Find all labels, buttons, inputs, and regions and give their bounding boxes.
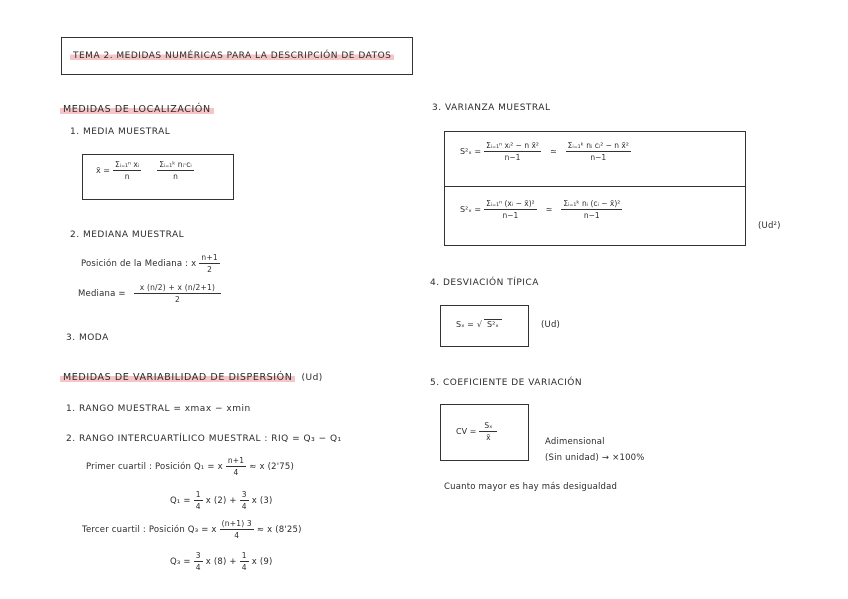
q3-pos-label: Tercer cuartil : Posición Q₃ = x [82,524,217,535]
q1-lhs: Q₁ = [170,495,191,506]
q1-frac2-den: 4 [241,502,247,511]
dispersion-heading-text: MEDIDAS DE VARIABILIDAD DE DISPERSIÓN [60,372,295,383]
cv-num: Sₓ [479,421,497,432]
mediana-label: Mediana = [78,288,126,299]
media-frac-b [157,160,194,181]
mediana-title: 2. MEDIANA MUESTRAL [70,230,185,240]
q3-pos-frac [220,519,254,540]
media-num-a: Σᵢ₌₁ⁿ xᵢ [114,160,140,169]
cv-lhs: CV = [456,427,477,436]
var1-lhs: S²ₓ = [460,147,482,156]
mediana-pos-den: 2 [207,265,213,274]
q3-formula [170,551,272,572]
q1-frac2 [240,490,249,511]
mediana-num: x (n/2) + x (n/2+1) [134,283,221,294]
media-den-a: n [124,172,130,181]
dispersion-heading [60,372,323,383]
var1-approx: ≃ [549,147,557,156]
varianza-unit: (Ud²) [758,221,781,231]
media-frac-a [113,160,141,181]
mediana-frac [134,283,221,304]
cv-formula [456,421,500,442]
localizacion-heading [60,97,214,116]
q1-position [86,456,294,477]
title-box [61,37,413,75]
var1-den-a: n−1 [504,153,521,162]
rango-title: 1. RANGO MUESTRAL = xmax − xmin [66,404,251,414]
var1-den-b: n−1 [590,153,607,162]
desv-lhs: Sₓ = [456,319,474,329]
var2-den-b: n−1 [583,211,600,220]
localizacion-heading-text: MEDIDAS DE LOCALIZACIÓN [60,104,214,115]
var1-num-b: Σᵢ₌₁ᵏ nᵢ cᵢ² − n x̄² [567,141,629,150]
q3-pos-den: 4 [234,531,240,540]
mediana-pos-frac [199,253,219,274]
media-title: 1. MEDIA MUESTRAL [70,127,171,137]
var2-num-b: Σᵢ₌₁ᵏ nᵢ (cᵢ − x̄)² [563,199,621,208]
varianza-title: 3. VARIANZA MUESTRAL [432,103,551,113]
riq-title: 2. RANGO INTERCUARTÍLICO MUESTRAL : RIQ = Q₃ − Q₁ [66,434,342,444]
q1-frac2-num: 3 [241,490,247,499]
q3-frac2-den: 4 [241,563,247,572]
media-formula [96,160,197,181]
var2-approx: ≃ [545,205,553,214]
mediana-formula [78,283,224,304]
media-num-b: Σᵢ₌₁ᵏ nᵢ·cᵢ [159,160,192,169]
q1-frac1 [194,490,203,511]
q3-lhs: Q₃ = [170,556,191,567]
var2-num-a: Σᵢ₌₁ⁿ (xᵢ − x̄)² [486,199,535,208]
q3-term1: x (8) + [205,556,237,567]
var1-num-a: Σᵢ₌₁ⁿ xᵢ² − n x̄² [486,141,539,150]
desviacion-title: 4. DESVIACIÓN TÍPICA [430,278,539,288]
q1-pos-den: 4 [233,468,239,477]
var2-frac-b [561,199,622,220]
q1-pos-frac [226,456,246,477]
mediana-pos-label: Posición de la Mediana : x [81,258,197,269]
var1-frac-a [484,141,541,162]
q3-term2: x (9) [251,556,273,567]
mediana-position [81,253,223,274]
q1-frac1-num: 1 [195,490,201,499]
var2-den-a: n−1 [502,211,519,220]
q1-pos-num: n+1 [227,456,245,465]
q3-frac2-num: 1 [241,551,247,560]
q3-frac2 [240,551,249,572]
moda-title: 3. MODA [66,333,109,343]
media-lhs: x̄ = [96,166,110,175]
q1-term2: x (3) [251,495,273,506]
cv-note-desigualdad: Cuanto mayor es hay más desigualdad [444,482,618,492]
desv-radicand: S²ₓ [484,319,502,329]
cv-frac [479,421,497,442]
q3-pos-result: ≈ x (8'25) [256,524,302,535]
media-den-b: n [173,172,178,181]
q1-frac1-den: 4 [195,502,201,511]
desviacion-unit: (Ud) [541,320,561,330]
q3-position [82,519,302,540]
sqrt-icon: √ [476,319,482,329]
q3-frac1-den: 4 [195,563,201,572]
q1-pos-label: Primer cuartil : Posición Q₁ = x [86,461,223,472]
varianza-formula-2 [460,199,625,220]
page-title: TEMA 2. MEDIDAS NUMÉRICAS PARA LA DESCRIPCIÓN DE DATOS [70,51,394,61]
q3-pos-num: (n+1) 3 [221,519,252,528]
cv-note-adimensional: Adimensional [545,437,605,447]
var2-frac-a [484,199,537,220]
q1-formula [170,490,272,511]
desviacion-formula [456,319,502,329]
q3-frac1 [194,551,203,572]
cv-den: x̄ [486,433,491,442]
mediana-den: 2 [174,295,180,304]
var1-frac-b [566,141,631,162]
var2-lhs: S²ₓ = [460,205,482,214]
cv-note-sin-unidad: (Sin unidad) → ×100% [545,453,645,463]
q3-frac1-num: 3 [195,551,201,560]
mediana-pos-num: n+1 [201,253,218,262]
q1-term1: x (2) + [205,495,237,506]
q1-pos-result: ≈ x (2'75) [249,461,294,472]
dispersion-unit: (Ud) [301,372,323,383]
cv-title: 5. COEFICIENTE DE VARIACIÓN [430,378,583,388]
varianza-formula-1 [460,141,634,162]
